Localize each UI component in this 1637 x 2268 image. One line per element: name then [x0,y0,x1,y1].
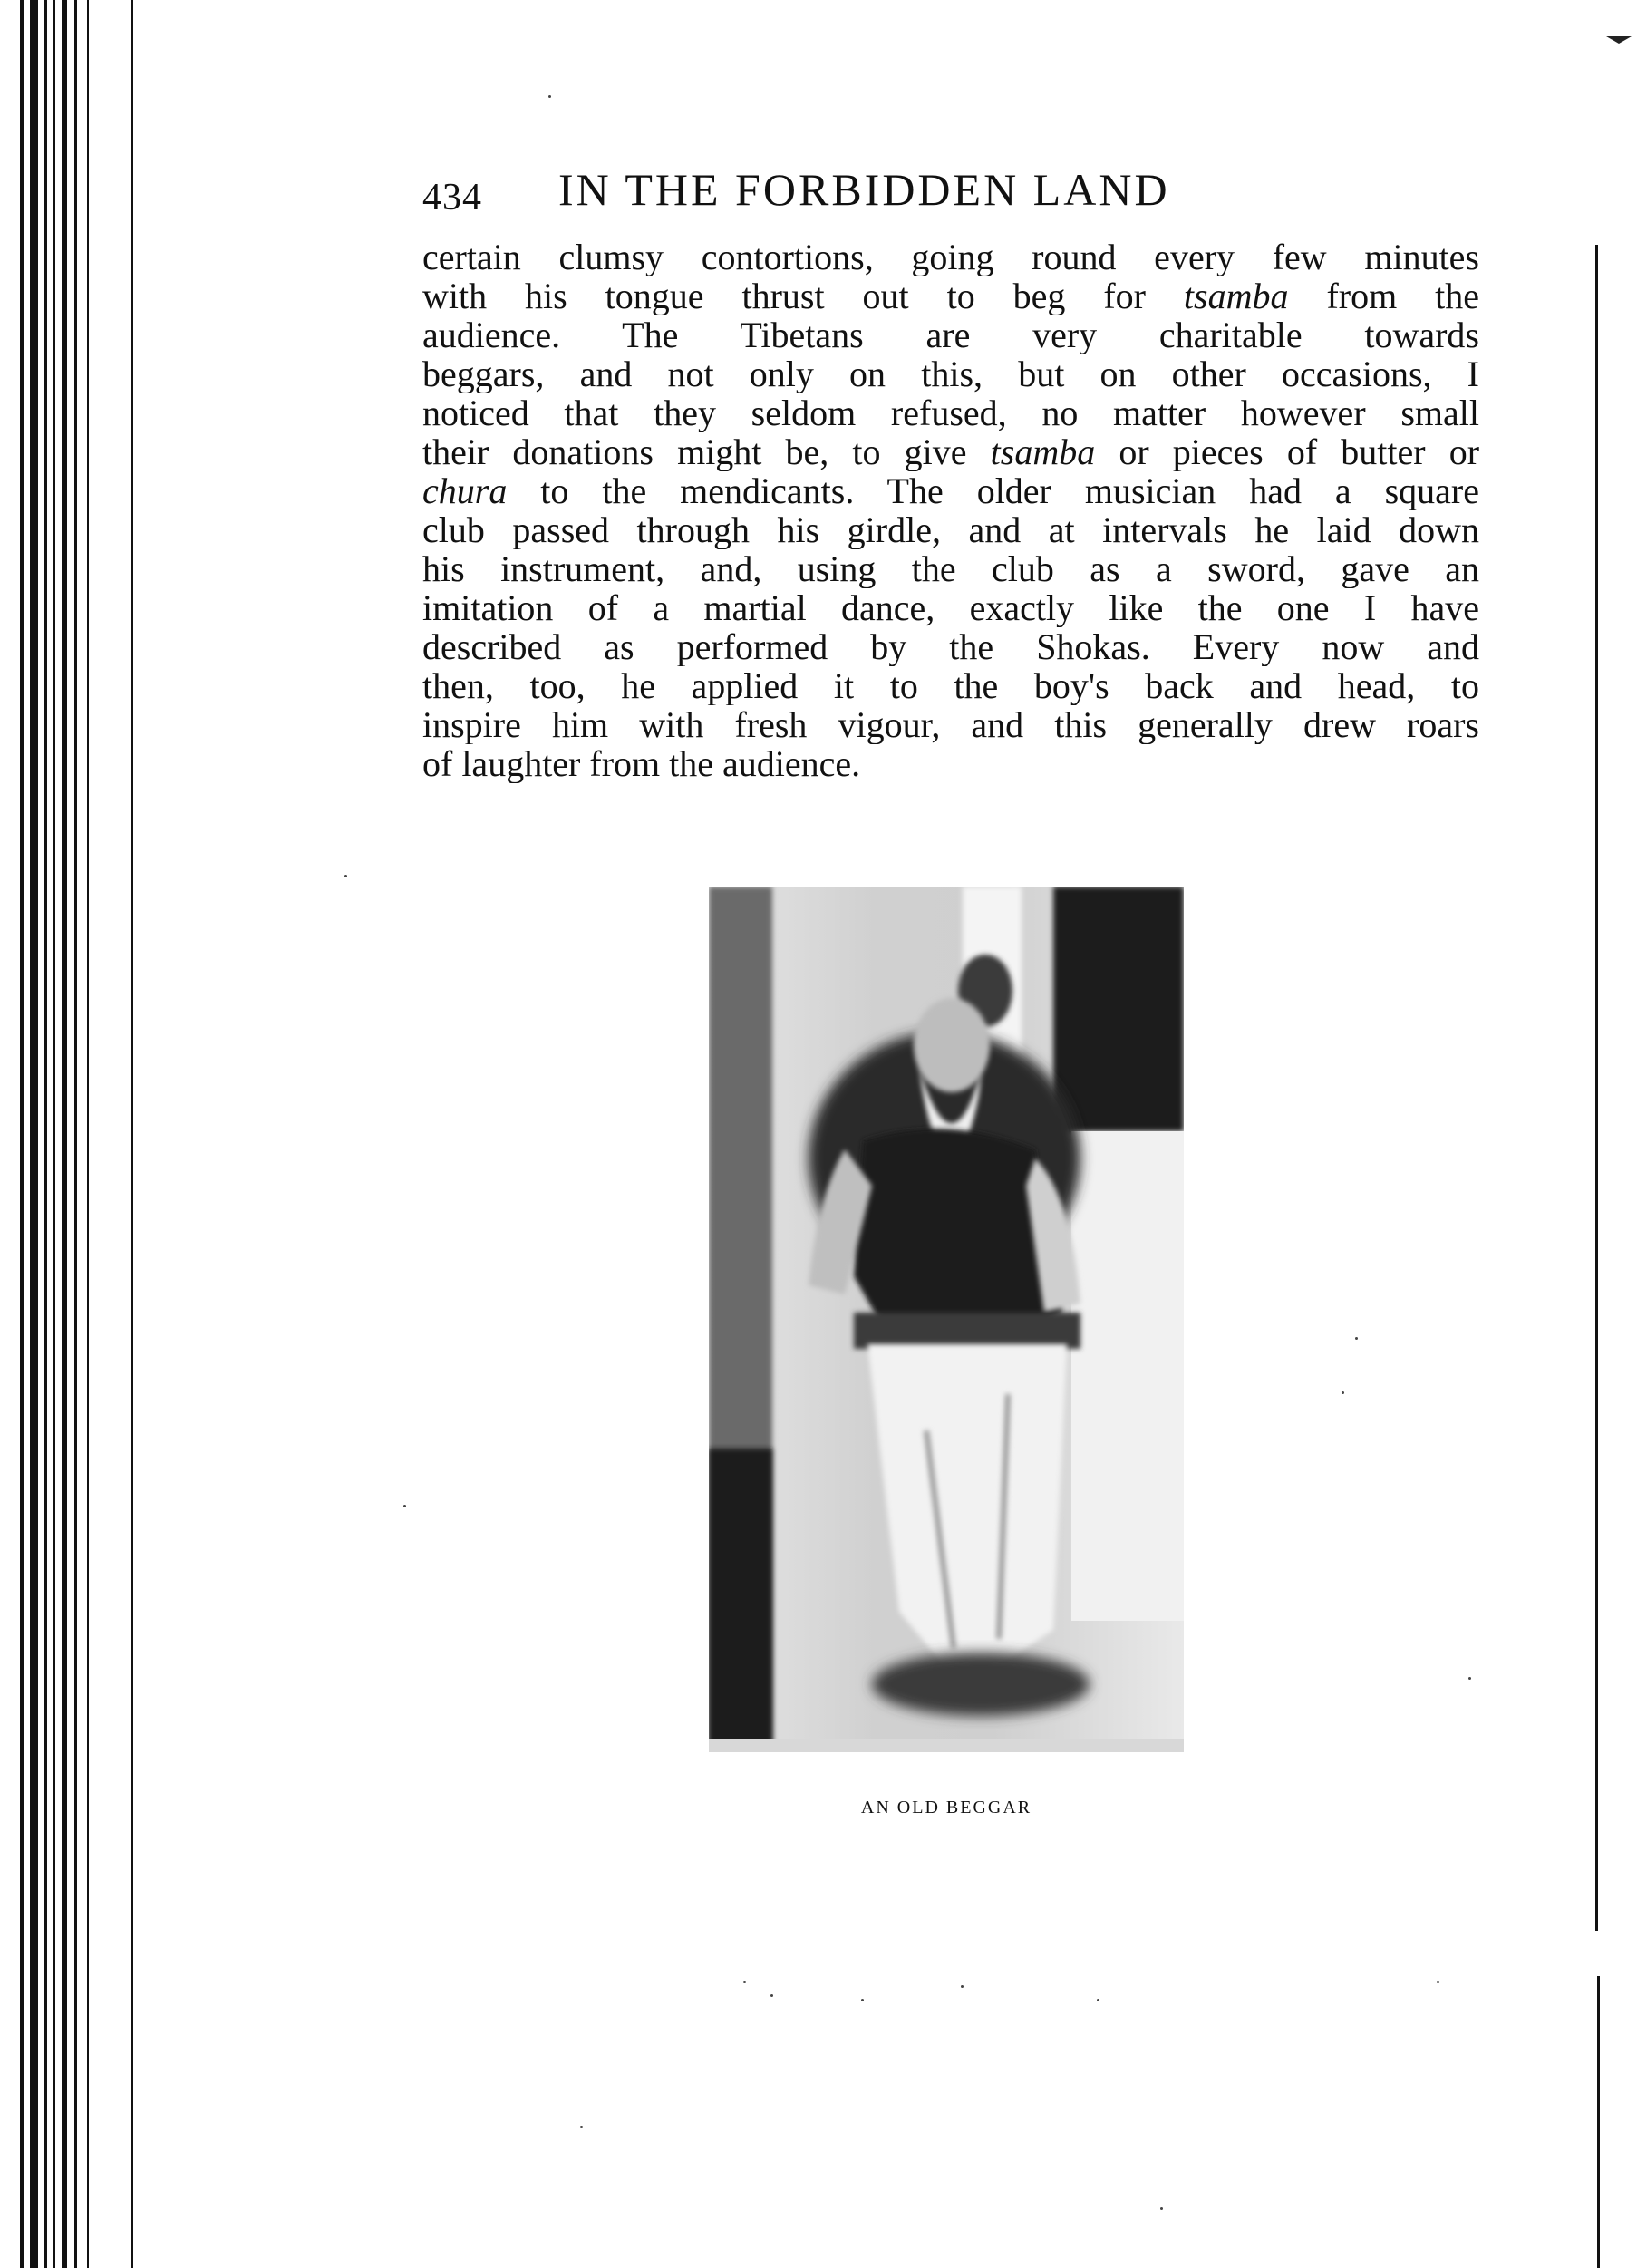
text-line [422,510,1479,549]
italic-term: tsamba [990,432,1096,471]
text-line [422,666,1479,705]
figure-caption: AN OLD BEGGAR [860,1798,1032,1817]
text-line [422,744,1479,783]
italic-term: tsamba [1183,276,1289,315]
text-segment: their donations might be, to give [422,432,991,471]
text-segment: of laughter from the audience. [422,744,861,783]
text-line [422,705,1479,744]
text-segment: beggars, and not only on this, but on other occasions, I [422,354,1479,393]
running-head [422,163,1483,227]
text-line [422,588,1479,627]
text-line [422,276,1479,315]
right-page-edge-lower [1597,1976,1600,2268]
text-segment: certain clumsy contortions, going round every few minutes [422,237,1479,276]
right-page-edge [1595,245,1598,1931]
figure-photograph [709,887,1184,1752]
body-text [422,237,1479,783]
text-segment: to the mendicants. The older musician had a square [507,471,1479,510]
text-segment: then, too, he applied it to the boy's back and head, to [422,666,1479,705]
page-number: 434 [422,177,482,218]
text-segment: from the [1288,276,1479,315]
text-line [422,432,1479,471]
text-line [422,471,1479,510]
text-segment: club passed through his girdle, and at intervals he laid down [422,510,1479,549]
old-beggar-photo [709,887,1184,1752]
text-segment: inspire him with fresh vigour, and this generally drew roars [422,705,1479,744]
text-segment: imitation of a martial dance, exactly like the one I have [422,588,1479,627]
text-line [422,627,1479,666]
book-spine-edge [0,0,145,2268]
text-line [422,315,1479,354]
text-segment: described as performed by the Shokas. Every now and [422,627,1479,666]
text-segment: audience. The Tibetans are very charitable towards [422,315,1479,354]
italic-term: chura [422,471,508,510]
scan-corner-mark [1606,36,1632,44]
running-title: IN THE FORBIDDEN LAND [558,164,1170,215]
text-line [422,237,1479,276]
text-segment: his instrument, and, using the club as a sword, gave an [422,549,1479,588]
text-line [422,549,1479,588]
text-segment: or pieces of butter or [1095,432,1479,471]
text-line [422,354,1479,393]
text-segment: noticed that they seldom refused, no matter however small [422,393,1479,432]
text-segment: with his tongue thrust out to beg for [422,276,1184,315]
text-line [422,393,1479,432]
